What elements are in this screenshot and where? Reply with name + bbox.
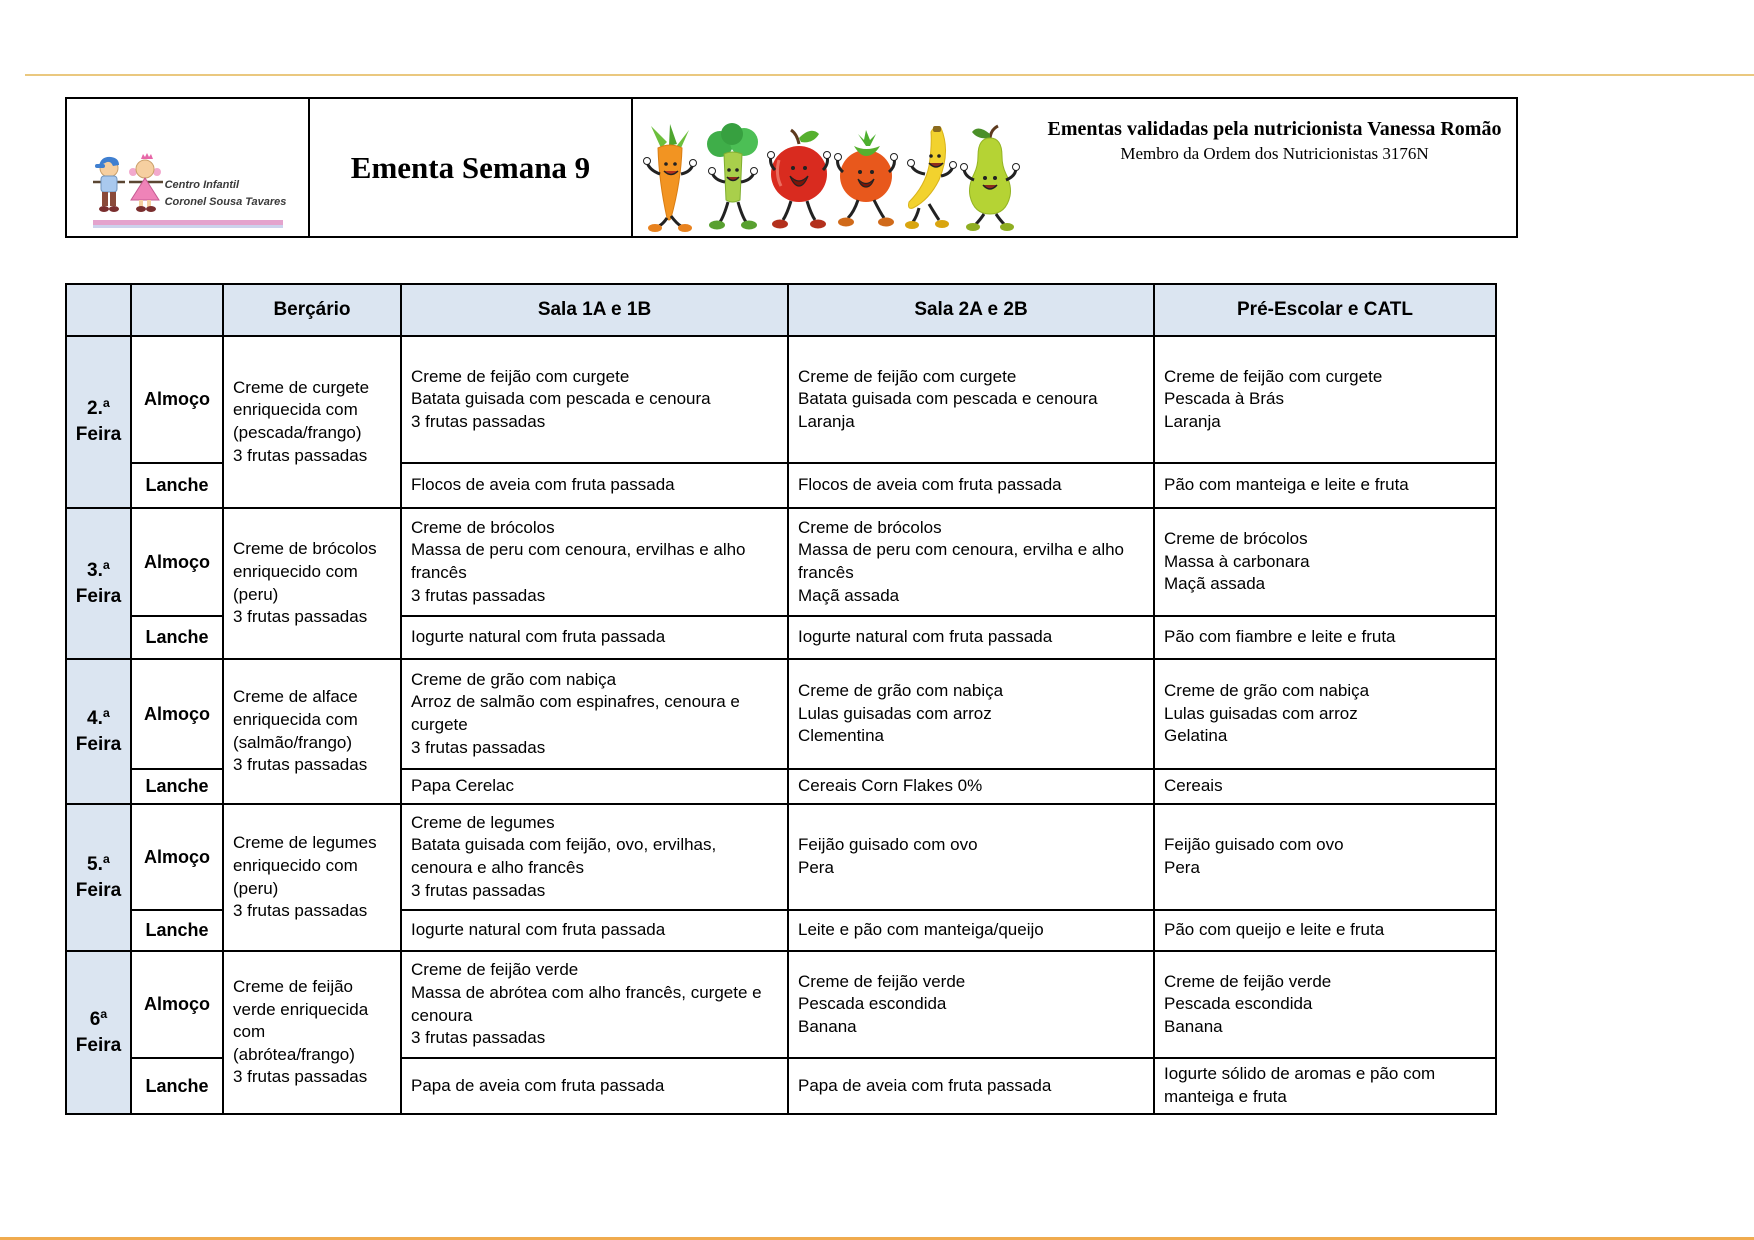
day-label: 2.ª Feira	[66, 336, 131, 508]
validation-title: Ementas validadas pela nutricionista Vanessa Romão	[1047, 118, 1502, 140]
menu-cell-sala2-lunch	[788, 336, 1154, 463]
meal-label-snack: Lanche	[131, 1058, 223, 1114]
logo-underline-bar-light	[93, 225, 283, 228]
col-header-sala1: Sala 1A e 1B	[401, 284, 788, 336]
menu-line: Creme de feijão com curgete	[411, 366, 630, 386]
col-header-bercario: Berçário	[223, 284, 401, 336]
table-header-row	[66, 284, 1496, 336]
logo	[67, 99, 310, 236]
fruit-mascots	[633, 99, 1033, 236]
header-box	[65, 97, 1518, 238]
menu-cell-sala2-lunch	[788, 804, 1154, 910]
menu-line: Creme de curgete enriquecida com (pescada/frango)	[233, 377, 370, 442]
menu-line: Creme de feijão verde enriquecida com	[233, 976, 369, 1042]
col-header-meal	[131, 284, 223, 336]
menu-line: Pera	[1164, 858, 1200, 877]
validation-subtitle: Membro da Ordem dos Nutricionistas 3176N	[1120, 144, 1429, 163]
meal-label-lunch: Almoço	[131, 804, 223, 910]
menu-line: Clementina	[798, 726, 884, 746]
menu-line: Creme de feijão com curgete	[1164, 366, 1383, 386]
menu-line: Creme de grão com nabiça	[411, 669, 617, 689]
menu-line: (abrótea/frango)	[233, 1044, 355, 1064]
validation-block	[1033, 99, 1516, 236]
menu-line: 3 frutas passadas	[233, 755, 368, 775]
menu-cell-sala1-snack: Flocos de aveia com fruta passada	[401, 463, 788, 508]
menu-line: Creme de legumes enriquecido com (peru)	[233, 833, 377, 898]
menu-line: Batata guisada com pescada e cenoura	[798, 389, 1098, 409]
menu-line: Creme de alface enriquecida com (salmão/frango)	[233, 687, 358, 752]
table-row	[66, 804, 1496, 910]
day-label: 5.ª Feira	[66, 804, 131, 951]
menu-line: Lulas guisadas com arroz	[798, 703, 992, 723]
menu-line: 3 frutas passadas	[411, 737, 546, 757]
menu-cell-sala2-snack: Papa de aveia com fruta passada	[788, 1058, 1154, 1114]
menu-line: Massa de peru com cenoura, ervilhas e alho francês	[411, 540, 746, 582]
menu-line: Arroz de salmão com espinafres, cenoura e curgete	[411, 692, 740, 734]
menu-cell-bercario	[223, 659, 401, 804]
menu-cell-bercario	[223, 508, 401, 659]
menu-line: Creme de brócolos enriquecido com (peru)	[233, 539, 377, 604]
logo-kids-illustration	[89, 148, 165, 218]
menu-cell-sala2-snack: Flocos de aveia com fruta passada	[788, 463, 1154, 508]
top-accent-line	[25, 74, 1754, 76]
table-row	[66, 659, 1496, 769]
menu-line: 3 frutas passadas	[233, 445, 368, 465]
day-label: 4.ª Feira	[66, 659, 131, 804]
meal-label-lunch: Almoço	[131, 508, 223, 616]
table-row	[66, 336, 1496, 463]
meal-label-lunch: Almoço	[131, 659, 223, 769]
menu-line: Pera	[798, 858, 834, 877]
apple-mascot-icon	[767, 122, 831, 234]
menu-cell-sala1-snack: Papa de aveia com fruta passada	[401, 1058, 788, 1114]
menu-line: 3 frutas passadas	[233, 901, 368, 921]
day-label: 6ª Feira	[66, 951, 131, 1114]
col-header-pre: Pré-Escolar e CATL	[1154, 284, 1496, 336]
menu-line: Creme de brócolos	[1164, 529, 1308, 549]
broccoli-mascot-icon	[702, 122, 764, 234]
menu-line: Batata guisada com pescada e cenoura	[411, 389, 711, 409]
menu-line: Pescada à Brás	[1164, 389, 1285, 409]
menu-cell-sala1-snack: Iogurte natural com fruta passada	[401, 616, 788, 659]
menu-line: Massa de peru com cenoura, ervilha e alho francês	[798, 540, 1125, 582]
menu-cell-pre-snack: Pão com queijo e leite e fruta	[1154, 910, 1496, 951]
menu-cell-pre-lunch	[1154, 336, 1496, 463]
menu-line: 3 frutas passadas	[411, 1028, 546, 1048]
menu-cell-sala1-snack: Papa Cerelac	[401, 769, 788, 804]
meal-label-snack: Lanche	[131, 769, 223, 804]
menu-line: 3 frutas passadas	[233, 1067, 368, 1087]
col-header-day	[66, 284, 131, 336]
meal-label-snack: Lanche	[131, 910, 223, 951]
meal-label-snack: Lanche	[131, 616, 223, 659]
menu-cell-sala2-snack: Cereais Corn Flakes 0%	[788, 769, 1154, 804]
menu-line: Gelatina	[1164, 726, 1228, 746]
logo-text	[165, 177, 287, 218]
menu-cell-pre-lunch	[1154, 804, 1496, 910]
menu-line: Lulas guisadas com arroz	[1164, 703, 1358, 723]
menu-line: 3 frutas passadas	[233, 607, 368, 627]
menu-cell-sala1-lunch	[401, 951, 788, 1058]
menu-cell-bercario	[223, 804, 401, 951]
pear-mascot-icon	[960, 122, 1020, 234]
menu-line: Creme de grão com nabiça	[798, 681, 1004, 701]
meal-label-lunch: Almoço	[131, 336, 223, 463]
menu-cell-sala1-snack: Iogurte natural com fruta passada	[401, 910, 788, 951]
logo-text-line2: Coronel Sousa Tavares	[164, 195, 287, 208]
menu-cell-sala2-lunch	[788, 508, 1154, 616]
menu-line: Feijão guisado com ovo	[1164, 835, 1344, 855]
menu-cell-sala1-lunch	[401, 508, 788, 616]
menu-line: Feijão guisado com ovo	[798, 835, 978, 855]
menu-cell-pre-lunch	[1154, 508, 1496, 616]
menu-cell-pre-snack: Pão com fiambre e leite e fruta	[1154, 616, 1496, 659]
menu-line: 3 frutas passadas	[411, 880, 546, 900]
menu-line: Pescada escondida	[1164, 994, 1313, 1014]
menu-cell-sala1-lunch	[401, 336, 788, 463]
col-header-sala2: Sala 2A e 2B	[788, 284, 1154, 336]
menu-line: Banana	[1164, 1016, 1223, 1036]
menu-cell-pre-lunch	[1154, 659, 1496, 769]
day-label: 3.ª Feira	[66, 508, 131, 659]
logo-text-line1: Centro Infantil	[164, 179, 240, 191]
menu-line: Pescada escondida	[798, 994, 947, 1014]
menu-line: Laranja	[1164, 411, 1221, 431]
menu-cell-sala2-snack: Leite e pão com manteiga/queijo	[788, 910, 1154, 951]
menu-line: Creme de feijão verde	[1164, 971, 1332, 991]
menu-cell-sala2-snack: Iogurte natural com fruta passada	[788, 616, 1154, 659]
menu-cell-pre-snack: Cereais	[1154, 769, 1496, 804]
meal-label-snack: Lanche	[131, 463, 223, 508]
menu-line: Maçã assada	[798, 585, 900, 605]
menu-line: Creme de brócolos	[798, 517, 942, 537]
carrot-mascot-icon	[641, 122, 699, 234]
menu-cell-sala2-lunch	[788, 659, 1154, 769]
menu-line: Creme de feijão verde	[798, 971, 966, 991]
menu-line: Creme de feijão com curgete	[798, 366, 1017, 386]
menu-line: Massa à carbonara	[1164, 551, 1310, 571]
page-title: Ementa Semana 9	[350, 149, 591, 185]
menu-line: Creme de feijão verde	[411, 960, 579, 980]
banana-mascot-icon	[901, 122, 957, 234]
menu-line: Creme de grão com nabiça	[1164, 681, 1370, 701]
menu-cell-pre-snack: Pão com manteiga e leite e fruta	[1154, 463, 1496, 508]
menu-line: Massa de abrótea com alho francês, curgete e cenoura	[411, 982, 762, 1025]
menu-line: Creme de brócolos	[411, 517, 555, 537]
table-row	[66, 508, 1496, 616]
menu-cell-bercario	[223, 951, 401, 1114]
menu-line: 3 frutas passadas	[411, 411, 546, 431]
menu-cell-sala1-lunch	[401, 804, 788, 910]
meal-label-lunch: Almoço	[131, 951, 223, 1058]
table-row	[66, 951, 1496, 1058]
menu-line: 3 frutas passadas	[411, 585, 546, 605]
menu-line: Maçã assada	[1164, 574, 1266, 594]
menu-line: Creme de legumes	[411, 812, 555, 832]
menu-cell-pre-lunch	[1154, 951, 1496, 1058]
menu-line: Batata guisada com feijão, ovo, ervilhas, cenoura e alho francês	[411, 835, 717, 877]
menu-table	[65, 283, 1497, 1115]
menu-line: Banana	[798, 1016, 857, 1036]
menu-cell-sala1-lunch	[401, 659, 788, 769]
menu-cell-sala2-lunch	[788, 951, 1154, 1058]
tomato-mascot-icon	[834, 122, 898, 234]
menu-cell-pre-snack: Iogurte sólido de aromas e pão com manteiga e fruta	[1154, 1058, 1496, 1114]
menu-line: Laranja	[798, 411, 855, 431]
menu-cell-bercario	[223, 336, 401, 508]
